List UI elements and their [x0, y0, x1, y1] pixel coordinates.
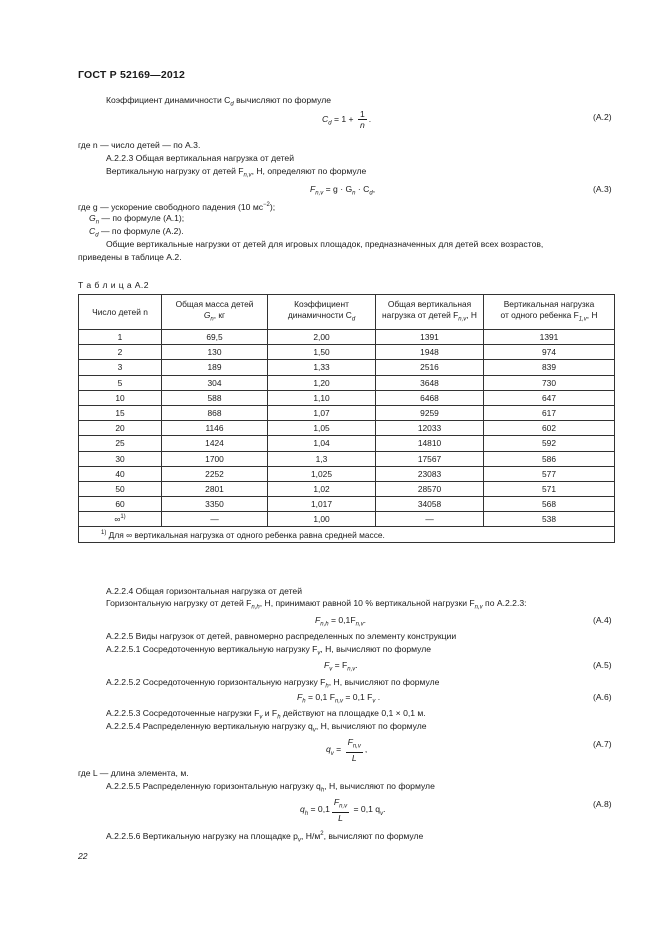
data-table	[78, 294, 615, 543]
text-line: А.2.2.5.4 Распределенную вертикальную нагрузку $q_v$, Н, вычисляют по формуле	[106, 721, 427, 734]
equation-a6: $F_h = 0,1$ $F_{n,v} = 0,1$ $F_v$ .	[297, 692, 381, 705]
table-row: 50 2801 1,02 28570 571	[79, 481, 615, 496]
table-row: 2 130 1,50 1948 974	[79, 345, 615, 360]
text-line: Коэффициент динамичности $C_d$ вычисляют по формуле	[106, 95, 332, 108]
text-line: приведены в таблице А.2.	[78, 252, 182, 262]
equation-a4: $F_{n,h} = 0,1F_{n,v}$.	[315, 615, 366, 628]
table-row: 1 69,5 2,00 1391 1391	[79, 330, 615, 345]
text-line: А.2.2.5.1 Сосредоточенную вертикальную нагрузку $F_v$, Н, вычисляют по формуле	[106, 644, 432, 657]
table-row: 25 1424 1,04 14810 592	[79, 436, 615, 451]
table-header-row	[79, 295, 615, 330]
equation-number: (А.4)	[593, 615, 612, 625]
table-row: 60 3350 1,017 34058 568	[79, 497, 615, 512]
text-line: где g — ускорение свободного падения (10 $мс^{-2}$);	[78, 201, 276, 212]
table-row: 10 588 1,10 6468 647	[79, 390, 615, 405]
table-footnote-row: $^{1)}$ Для ∞ вертикальная нагрузка от одного ребенка равна средней массе.	[79, 527, 615, 543]
text-line: Общие вертикальные нагрузки от детей для игровых площадок, предназначенных для детей всех возрастов,	[106, 239, 544, 249]
text-line: А.2.2.5.3 Сосредоточенные нагрузки $F_v$ и $F_h$ действуют на площадке 0,1 × 0,1 м.	[106, 708, 426, 721]
section-heading: А.2.2.3 Общая вертикальная нагрузка от детей	[106, 153, 295, 163]
equation-a5: $F_v = F_{n,v}$.	[324, 660, 358, 673]
table-row: ∞$^{1)}$ — 1,00 — 538	[79, 512, 615, 527]
table-header-cell: Вертикальная нагрузка от одного ребенка $F_{1,v}$, Н	[484, 295, 615, 330]
table-row: 3 189 1,33 2516 839	[79, 360, 615, 375]
table-header-cell: Общая масса детей $G_n$, кг	[162, 295, 268, 330]
text-line: Горизонтальную нагрузку от детей $F_{n,h}$, Н, принимают равной 10 % вертикальной нагрузки $F_{n,v}$ по А.2.2.3:	[106, 598, 527, 611]
equation-a7: $q_v$ = $\frac{F_{n,v}}{L}$ ,	[326, 737, 368, 763]
table-row: 5 304 1,20 3648 730	[79, 375, 615, 390]
table-header-cell: Общая вертикальная нагрузка от детей $F_{n,v}$, Н	[376, 295, 484, 330]
table-header-cell: Коэффициент динамичности $C_d$	[268, 295, 376, 330]
text-line: где n — число детей — по А.3.	[78, 140, 201, 150]
text-line: А.2.2.5.5 Распределенную горизонтальную нагрузку $q_h$, Н, вычисляют по формуле	[106, 781, 435, 794]
text-line: Вертикальную нагрузку от детей $F_{n,v}$, Н, определяют по формуле	[106, 166, 367, 179]
table-row: 20 1146 1,05 12033 602	[79, 421, 615, 436]
table-header-cell: Число детей n	[79, 295, 162, 330]
text-line: А.2.2.5.2 Сосредоточенную горизонтальную нагрузку $F_h$, Н, вычисляют по формуле	[106, 677, 440, 690]
table-row: 30 1700 1,3 17567 586	[79, 451, 615, 466]
text-line: $G_n$ — по формуле (А.1);	[89, 213, 185, 226]
table-caption: Т а б л и ц а А.2	[78, 280, 149, 290]
equation-number: (А.3)	[593, 184, 612, 194]
equation-number: (А.7)	[593, 739, 612, 749]
equation-number: (А.5)	[593, 660, 612, 670]
section-heading: А.2.2.5 Виды нагрузок от детей, равномерно распределенных по элементу конструкции	[106, 631, 457, 641]
table-row: 15 868 1,07 9259 617	[79, 405, 615, 420]
text-line: $C_d$ — по формуле (А.2).	[89, 226, 184, 239]
section-heading: А.2.2.4 Общая горизонтальная нагрузка от детей	[106, 586, 303, 596]
text-line: где L — длина элемента, м.	[78, 768, 189, 778]
equation-number: (А.2)	[593, 112, 612, 122]
equation-a2: $C_d = 1$ + $\frac{1}{n}$ .	[322, 109, 372, 130]
equation-a3: $F_{n,v} = g \cdot G_n \cdot C_d$,	[310, 184, 376, 197]
document-header: ГОСТ Р 52169—2012	[78, 69, 186, 81]
page-number: 22	[78, 851, 88, 861]
equation-a8: $q_h = 0,1$ $\frac{F_{n,v}}{L}$ = 0,1 $q_v$.	[300, 797, 386, 823]
equation-number: (А.8)	[593, 799, 612, 809]
table-row: 40 2252 1,025 23083 577	[79, 466, 615, 481]
text-line: А.2.2.5.6 Вертикальную нагрузку на площадке $p_v$, $Н/м^2$, вычисляют по формуле	[106, 830, 424, 844]
equation-number: (А.6)	[593, 692, 612, 702]
